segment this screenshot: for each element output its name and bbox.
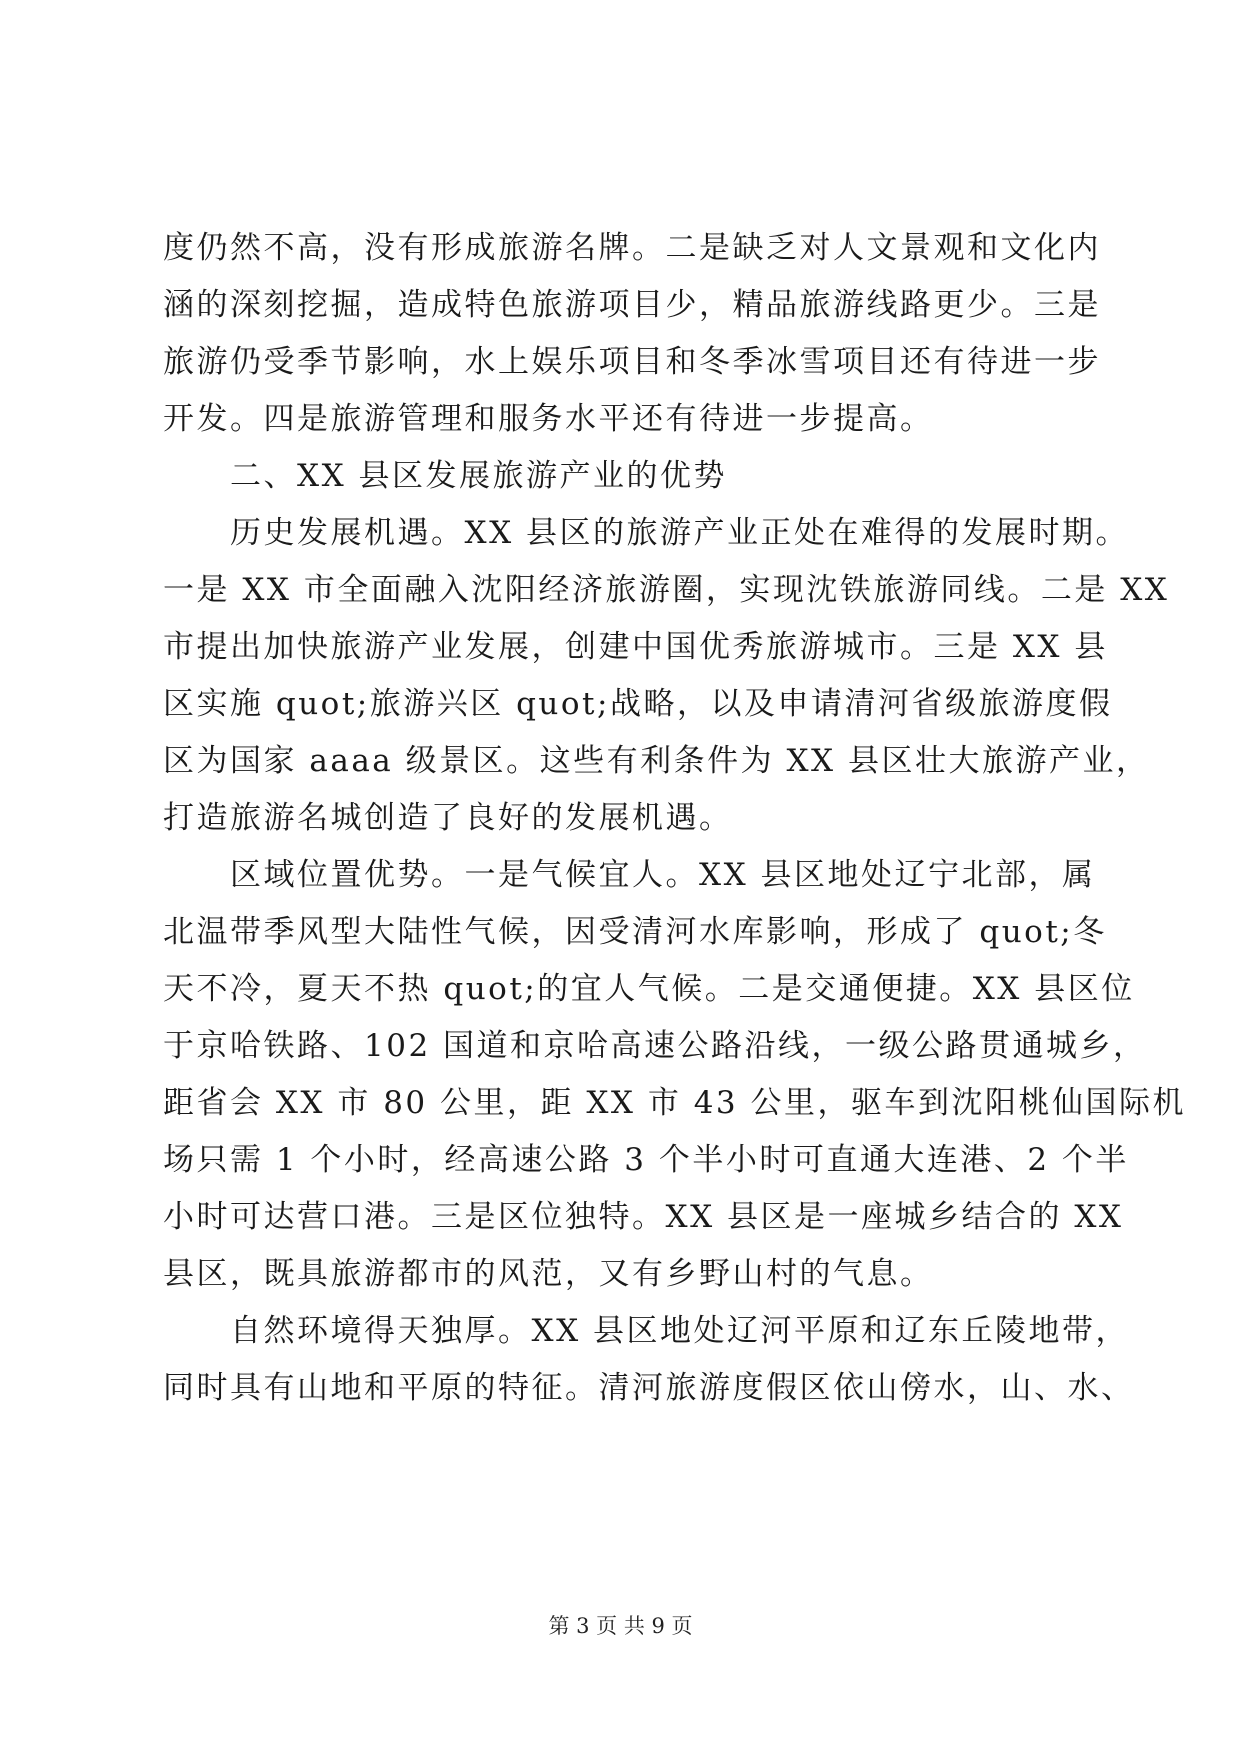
text-line: 同时具有山地和平原的特征。清河旅游度假区依山傍水，山、水、 [163, 1370, 1135, 1406]
text-line: 天不冷，夏天不热 quot;的宜人气候。二是交通便捷。XX 县区位 [163, 971, 1135, 1007]
text-line: 县区，既具旅游都市的风范，又有乡野山村的气息。 [163, 1256, 934, 1292]
text-line: 打造旅游名城创造了良好的发展机遇。 [163, 800, 733, 836]
text-line: 度仍然不高，没有形成旅游名牌。二是缺乏对人文景观和文化内 [163, 230, 1101, 266]
text-line: 自然环境得天独厚。XX 县区地处辽河平原和辽东丘陵地带， [230, 1313, 1129, 1349]
text-line: 一是 XX 市全面融入沈阳经济旅游圈，实现沈铁旅游同线。二是 XX [163, 572, 1170, 608]
text-line: 区为国家 aaaa 级景区。这些有利条件为 XX 县区壮大旅游产业， [163, 743, 1150, 779]
text-line: 距省会 XX 市 80 公里，距 XX 市 43 公里，驱车到沈阳桃仙国际机 [163, 1085, 1186, 1121]
text-line: 市提出加快旅游产业发展，创建中国优秀旅游城市。三是 XX 县 [163, 629, 1108, 665]
text-line: 于京哈铁路、102 国道和京哈高速公路沿线，一级公路贯通城乡， [163, 1028, 1147, 1064]
text-line: 旅游仍受季节影响，水上娱乐项目和冬季冰雪项目还有待进一步 [163, 344, 1101, 380]
text-line: 区域位置优势。一是气候宜人。XX 县区地处辽宁北部，属 [230, 857, 1096, 893]
text-line: 涵的深刻挖掘，造成特色旅游项目少，精品旅游线路更少。三是 [163, 287, 1101, 323]
text-line: 北温带季风型大陆性气候，因受清河水库影响，形成了 quot;冬 [163, 914, 1107, 950]
text-line: 历史发展机遇。XX 县区的旅游产业正处在难得的发展时期。 [230, 515, 1129, 551]
text-line: 区实施 quot;旅游兴区 quot;战略，以及申请清河省级旅游度假 [163, 686, 1113, 722]
text-line: 场只需 1 个小时，经高速公路 3 个半小时可直通大连港、2 个半 [163, 1142, 1129, 1178]
section-heading: 二、XX 县区发展旅游产业的优势 [230, 458, 727, 494]
text-line: 开发。四是旅游管理和服务水平还有待进一步提高。 [163, 401, 934, 437]
text-line: 小时可达营口港。三是区位独特。XX 县区是一座城乡结合的 XX [163, 1199, 1124, 1235]
page-number-footer: 第 3 页 共 9 页 [548, 1614, 693, 1638]
